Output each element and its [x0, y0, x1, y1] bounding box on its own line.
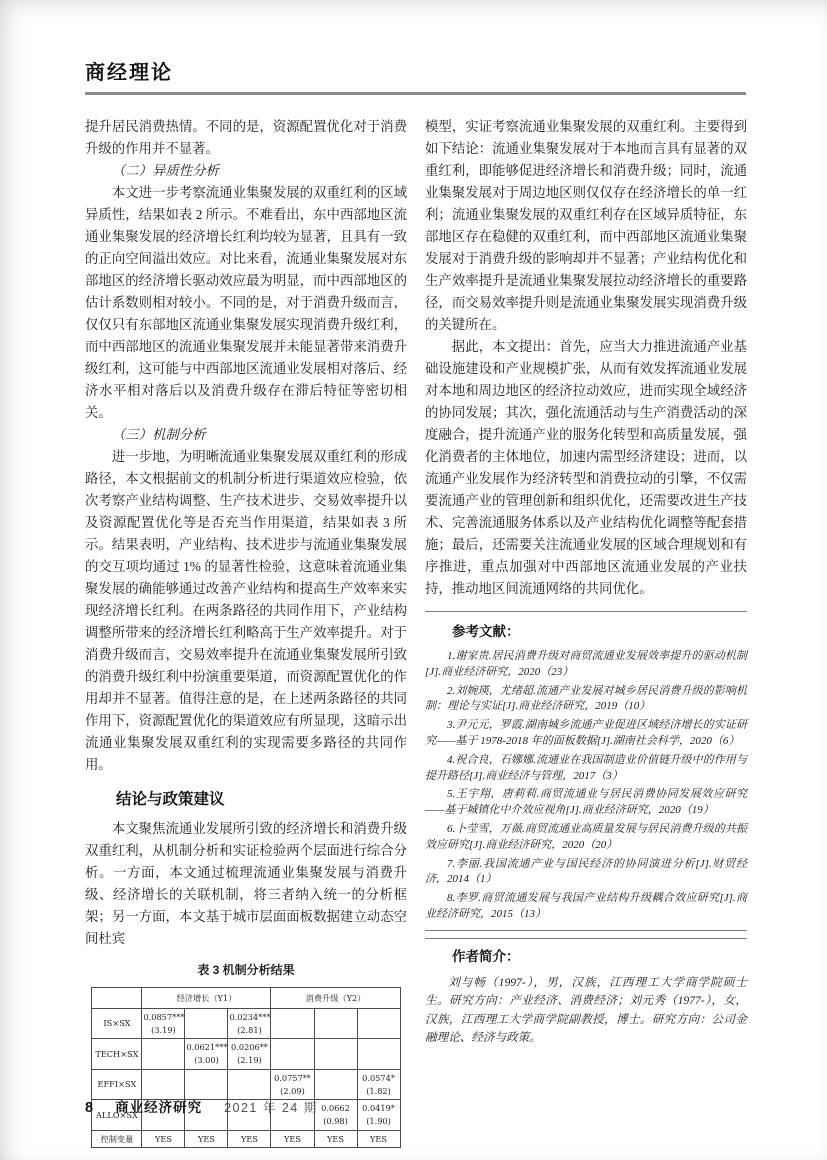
col-group-consumption-upgrade: 消费升级（Y2） — [271, 988, 400, 1009]
table-cell — [185, 1009, 228, 1039]
table-header-row — [92, 988, 400, 1009]
table-cell: YES — [228, 1130, 271, 1148]
mechanism-results-table — [91, 987, 400, 1148]
reference-item: 4.祝合良，石娜娜.流通业在我国制造业价值链升级中的作用与提升路径[J].商业经济与管理，2017（3） — [425, 753, 747, 782]
table-cell — [271, 1009, 314, 1039]
table-cell: YES — [271, 1130, 314, 1148]
col-group-economic-growth: 经济增长（Y1） — [142, 988, 271, 1009]
article-body — [85, 116, 747, 1148]
author-bio-heading: 作者简介： — [452, 948, 520, 964]
author-bio-text: 刘与畅（1997-），男，汉族，江西理工大学商学院硕士生。研究方向：产业经济、消费经济；刘元秀（1977-），女，汉族，江西理工大学商学院副教授，博士。研究方向：公司金融理论、经济与政策。 — [425, 975, 747, 1045]
conclusion-heading: 结论与政策建议 — [116, 791, 225, 808]
table-corner-cell — [92, 988, 142, 1009]
table-cell: 0.0206** (2.19) — [228, 1039, 271, 1069]
para-policy-recommendations: 据此，本文提出：首先，应当大力推进流通产业基础设施建设和产业规模扩张，从而有效发挥流通业发展对本地和周边地区的经济拉动效应，进而实现全域经济的协同发展；其次，强化流通活动与生产消费活动的深度融合，提升流通产业的服务化转型和高质量发展，强化消费者的主体地位，加速内需型经济建设；进而，以流通产业发展作为经济转型和消费拉动的引擎，不仅需要流通产业的管理创新和组织优化，还需要改进生产技术、完善流通服务体系以及产业结构优化调整等配套措施；最后，还需要关注流通业发展的区域合理规划和有序推进，重点加强对中西部地区流通业发展的产业扶持，推动地区间流通网络的共同优化。 — [425, 339, 747, 596]
table-cell: YES — [185, 1130, 228, 1148]
reference-item: 7.李丽.我国流通产业与国民经济的协同演进分析[J].财贸经济，2014（1） — [425, 857, 747, 886]
table-cell: 0.0234*** (2.81) — [228, 1009, 271, 1039]
table-row-tech-sx — [92, 1039, 400, 1069]
table-cell — [314, 1009, 357, 1039]
row-label: EFFI×SX — [92, 1069, 142, 1099]
row-label: TECH×SX — [92, 1039, 142, 1069]
header-rule — [85, 92, 746, 95]
subhead-mechanism: （三）机制分析 — [111, 427, 206, 442]
table-row-is-sx — [92, 1009, 400, 1039]
row-label: IS×SX — [92, 1009, 142, 1039]
reference-item: 8.李罗.商贸流通发展与我国产业结构升级耦合效应研究[J].商业经济研究，2015（13） — [425, 892, 747, 920]
references-heading: 参考文献： — [452, 624, 520, 639]
para-conclusion: 本文聚焦流通业发展所引致的经济增长和消费升级双重红利，从机制分析和实证检验两个层面进行综合分析。一方面，本文通过梳理流通业集聚发展与消费升级、经济增长的关联机制，将三者纳入统一的分析框架；另一方面，本文基于城市层面面板数据建立动态空间杜宾 — [85, 821, 407, 946]
table-cell — [314, 1039, 357, 1069]
table-cell: YES — [314, 1130, 357, 1148]
left-column — [85, 116, 407, 1148]
row-label: 控制变量 — [92, 1130, 142, 1148]
subhead-heterogeneity: （二）异质性分析 — [111, 163, 219, 178]
author-divider-bottom — [425, 938, 747, 939]
table-caption: 表 3 机制分析结果 — [197, 963, 295, 977]
para-intro: 提升居民消费热情。不同的是，资源配置优化对于消费升级的作用并不显著。 — [85, 119, 407, 156]
journal-name: 商业经济研究 — [115, 1100, 203, 1115]
para-mechanism: 进一步地，为明晰流通业集聚发展双重红利的形成路径，本文根据前文的机制分析进行渠道效应检验，依次考察产业结构调整、生产技术进步、交易效率提升以及资源配置优化等是否充当作用渠道，结果如表 3 所示。结果表明，产业结构、技术进步与流通业集聚发展的交互项均通过 1% 的显著性检验，这意味着流通业集聚发展的确能够通过改善产业结构和提高生产效率来实现经济增长红利。在两条路径的共同作用下，产业结构调整所带来的经济增长红利略高于生产效率提升。对于消费升级而言，交易效率提升在流通业集聚发展所引致的消费升级红利中扮演重要渠道，而资源配置优化的作用却并不显著。值得注意的是，在上述两条路径的共同作用下，资源配置优化的渠道效应有所显现，这暗示出流通业集聚发展双重红利的实现需要多路径的共同作用。 — [85, 449, 407, 772]
table-cell — [357, 1009, 400, 1039]
table-cell: 0.0621*** (3.00) — [185, 1039, 228, 1069]
table-cell — [142, 1039, 185, 1069]
table-cell: 0.0757** (2.09) — [271, 1069, 314, 1099]
section-label: 商经理论 — [85, 62, 173, 84]
author-divider-top — [425, 930, 747, 931]
reference-item: 6.卜莹雪，万薇.商贸流通业高质量发展与居民消费升级的共振效应研究[J].商业经济研究，2020（20） — [425, 822, 747, 851]
para-model-conclusions: 模型，实证考察流通业集聚发展的双重红利。主要得到如下结论：流通业集聚发展对于本地而言具有显著的双重红利，即能够促进经济增长和消费升级；同时，流通业集聚发展对于周边地区则仅仅存在经济增长的单一红利；流通业集聚发展的双重红利存在区域异质特征，东部地区存在稳健的双重红利，而中西部地区流通业集聚发展对于消费升级的影响却并不显著；产业结构优化和生产效率提升是流通业集聚发展拉动经济增长的重要路径，而交易效率提升则是流通业集聚发展实现消费升级的关键所在。 — [425, 119, 747, 332]
page-header — [85, 56, 746, 95]
reference-item: 1.谢家贵.居民消费升级对商贸流通业发展效率提升的驱动机制[J].商业经济研究，2020（23） — [425, 650, 747, 678]
table-cell: 0.0574* (1.82) — [357, 1069, 400, 1099]
references-divider — [425, 611, 747, 612]
reference-item: 2.刘婉瑛，尤绪超.流通产业发展对城乡居民消费升级的影响机制：理论与实证[J].商业经济研究，2019（10） — [425, 684, 747, 713]
table-cell: YES — [357, 1130, 400, 1148]
table-cell — [357, 1039, 400, 1069]
row-label: ALLO×SX — [92, 1100, 142, 1130]
table-cell: 0.0419* (1.90) — [357, 1100, 400, 1130]
issue-label: 2021 年 24 期 — [224, 1101, 318, 1115]
para-heterogeneity: 本文进一步考察流通业集聚发展的双重红利的区域异质性，结果如表 2 所示。不难看出，东中西部地区流通业集聚发展的经济增长红利均较为显著，且具有一致的正向空间溢出效应。对比来看，流通业集聚发展对东部地区的经济增长驱动效应最为明显，而中西部地区的估计系数则相对较小。不同的是，对于消费升级而言，仅仅只有东部地区流通业集聚发展实现消费升级红利，而中西部地区的流通业集聚发展并未能显著带来消费升级红利，这可能与中西部地区流通业发展相对落后、经济水平相对落后以及消费升级存在滞后特征等密切相关。 — [85, 185, 407, 420]
reference-item: 3.尹元元，罗霞.湖南城乡流通产业促进区域经济增长的实证研究——基于 1978-2018 年的面板数据[J].湖南社会科学，2020（6） — [425, 719, 747, 747]
right-column — [425, 116, 747, 1148]
page-footer — [85, 1096, 746, 1116]
table-cell — [271, 1039, 314, 1069]
page-number: 8 — [85, 1100, 94, 1116]
reference-item: 5.王宇翔，唐莉莉.商贸流通业与居民消费协同发展效应研究——基于城镇化中介效应视角[J].商业经济研究，2020（19） — [425, 788, 747, 817]
table-row-controls — [92, 1130, 400, 1148]
table-cell: YES — [142, 1130, 185, 1148]
table-cell: 0.0857*** (3.19) — [142, 1009, 185, 1039]
table-cell: 0.0662 (0.98) — [314, 1100, 357, 1130]
